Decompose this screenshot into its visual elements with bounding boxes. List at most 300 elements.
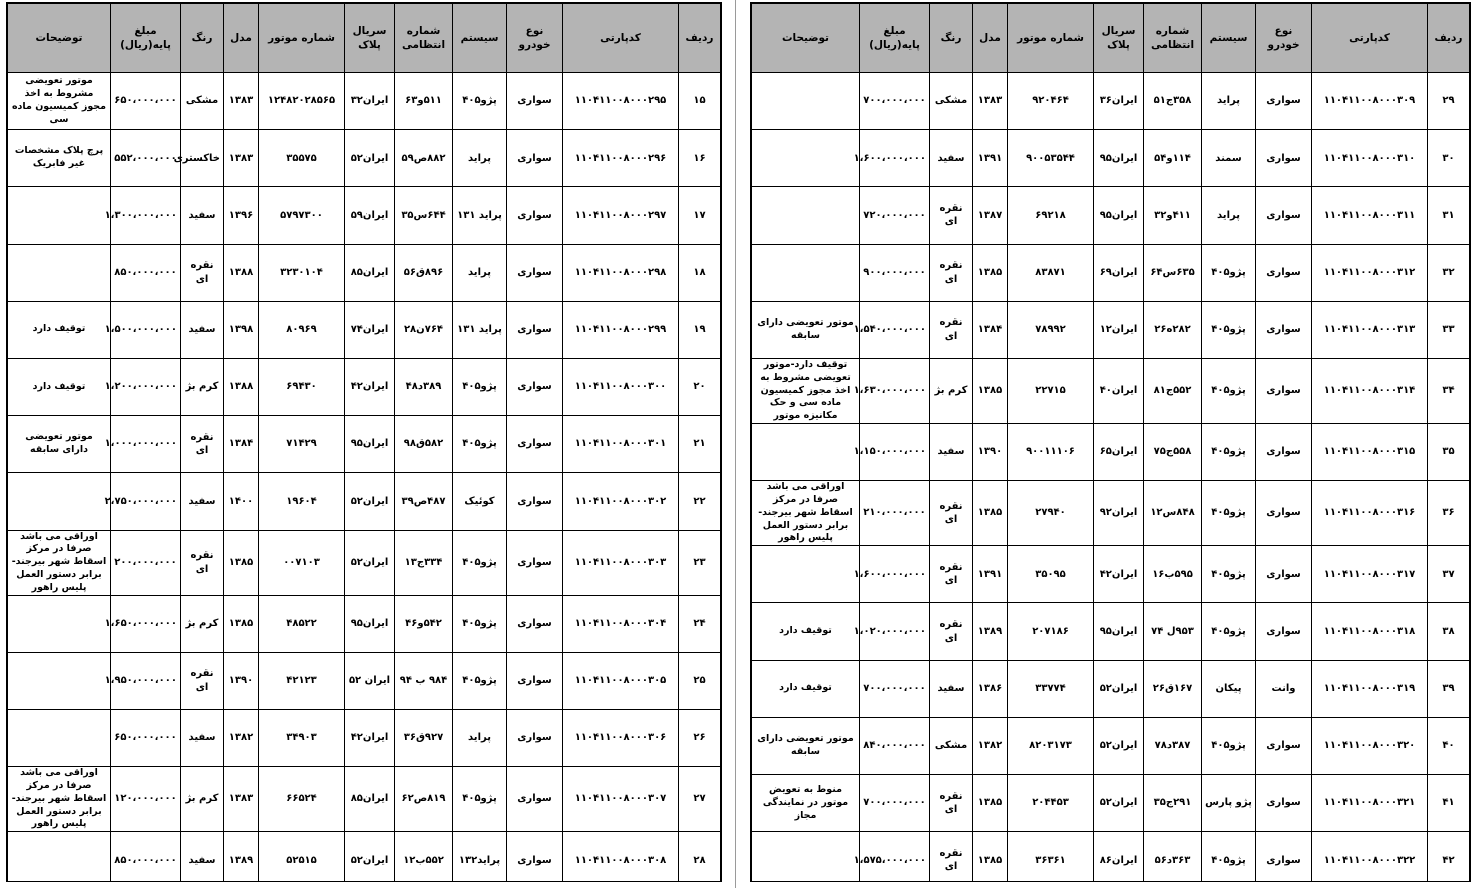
table-row: [8, 530, 721, 595]
row-number-cell: ۲۴: [679, 595, 721, 652]
system-cell: کوئیک: [453, 473, 507, 530]
model-year-cell: ۱۳۸۵: [973, 775, 1008, 832]
system-cell: پراید ۱۳۱: [453, 301, 507, 358]
plate-number-cell: ۲۸۲ه۲۶: [1144, 301, 1202, 358]
plate-serial-cell: ایران۸۵: [345, 244, 395, 301]
system-cell: پراید ۱۳۱: [453, 187, 507, 244]
notes-cell: [8, 595, 111, 652]
model-year-cell: ۱۳۸۳: [224, 73, 259, 130]
plate-serial-cell: ایران۴۲: [345, 709, 395, 766]
notes-cell: [8, 709, 111, 766]
plate-number-cell: ۵۱۱و۶۳: [395, 73, 453, 130]
base-price-cell: ۶۵۰،۰۰۰،۰۰۰: [111, 73, 181, 130]
header-base-price: مبلغ پایه(ریال): [111, 4, 181, 73]
table-row: [8, 595, 721, 652]
vehicle-table-right: [751, 3, 1470, 882]
header-model: مدل: [973, 4, 1008, 73]
row-number-cell: ۳۵: [1428, 424, 1470, 481]
system-cell: پژو۴۰۵: [453, 73, 507, 130]
table-row: [752, 187, 1470, 244]
system-cell: پژو۴۰۵: [1202, 424, 1256, 481]
engine-number-cell: ۳۵۵۷۵: [259, 130, 345, 187]
table-row: [8, 473, 721, 530]
system-cell: پژو۴۰۵: [1202, 603, 1256, 660]
party-code-cell: ۱۱۰۴۱۱۰۰۸۰۰۰۳۲۰: [1312, 717, 1428, 774]
plate-serial-cell: ایران۷۴: [345, 301, 395, 358]
table-row: [752, 73, 1470, 130]
party-code-cell: ۱۱۰۴۱۱۰۰۸۰۰۰۳۰۱: [563, 416, 679, 473]
party-code-cell: ۱۱۰۴۱۱۰۰۸۰۰۰۳۱۸: [1312, 603, 1428, 660]
vehicle-type-cell: سواری: [507, 73, 563, 130]
plate-serial-cell: ایران۹۵: [1094, 130, 1144, 187]
header-system: سیستم: [453, 4, 507, 73]
party-code-cell: ۱۱۰۴۱۱۰۰۸۰۰۰۳۰۸: [563, 832, 679, 882]
party-code-cell: ۱۱۰۴۱۱۰۰۸۰۰۰۲۹۷: [563, 187, 679, 244]
system-cell: پژو۴۰۵: [1202, 244, 1256, 301]
header-model: مدل: [224, 4, 259, 73]
system-cell: سمند: [1202, 130, 1256, 187]
system-cell: پژو۴۰۵: [1202, 358, 1256, 423]
system-cell: پیکان: [1202, 660, 1256, 717]
vehicle-type-cell: سواری: [507, 595, 563, 652]
table-row: [752, 424, 1470, 481]
plate-serial-cell: ایران۵۲: [1094, 775, 1144, 832]
plate-number-cell: ۹۸۴ ب ۹۴: [395, 652, 453, 709]
plate-number-cell: ۳۵۸ج۵۱: [1144, 73, 1202, 130]
engine-number-cell: ۸۳۸۷۱: [1008, 244, 1094, 301]
header-vehicle-type: نوع خودرو: [507, 4, 563, 73]
row-number-cell: ۴۰: [1428, 717, 1470, 774]
row-number-cell: ۲۸: [679, 832, 721, 882]
base-price-cell: ۱،۱۵۰،۰۰۰،۰۰۰: [860, 424, 930, 481]
vehicle-type-cell: سواری: [507, 709, 563, 766]
party-code-cell: ۱۱۰۴۱۱۰۰۸۰۰۰۳۰۷: [563, 767, 679, 832]
color-cell: نقره ای: [930, 603, 973, 660]
system-cell: پژو۴۰۵: [453, 652, 507, 709]
page-divider: [735, 0, 736, 888]
engine-number-cell: ۱۲۴۸۲۰۲۸۵۶۵: [259, 73, 345, 130]
plate-number-cell: ۹۲۷ق۳۶: [395, 709, 453, 766]
model-year-cell: ۱۳۸۹: [224, 832, 259, 882]
vehicle-type-cell: سواری: [1256, 187, 1312, 244]
vehicle-type-cell: سواری: [1256, 130, 1312, 187]
vehicle-type-cell: سواری: [507, 416, 563, 473]
engine-number-cell: ۶۶۵۲۴: [259, 767, 345, 832]
engine-number-cell: ۷۸۹۹۲: [1008, 301, 1094, 358]
notes-cell: منوط به تعویض موتور در نمایندگی مجاز: [752, 775, 860, 832]
row-number-cell: ۲۲: [679, 473, 721, 530]
row-number-cell: ۳۷: [1428, 546, 1470, 603]
system-cell: پژو۴۰۵: [453, 767, 507, 832]
row-number-cell: ۳۱: [1428, 187, 1470, 244]
model-year-cell: ۱۳۸۲: [973, 717, 1008, 774]
plate-serial-cell: ایران۳۲: [345, 73, 395, 130]
plate-serial-cell: ایران۵۲: [1094, 717, 1144, 774]
notes-cell: [752, 832, 860, 882]
party-code-cell: ۱۱۰۴۱۱۰۰۸۰۰۰۲۹۶: [563, 130, 679, 187]
header-plate-serial: سریال پلاک: [1094, 4, 1144, 73]
base-price-cell: ۲،۷۵۰،۰۰۰،۰۰۰: [111, 473, 181, 530]
color-cell: کرم بژ: [930, 358, 973, 423]
color-cell: مشکی: [930, 73, 973, 130]
plate-serial-cell: ایران ۵۲: [345, 652, 395, 709]
header-party-code: کدپارتی: [563, 4, 679, 73]
plate-serial-cell: ایران۹۵: [1094, 187, 1144, 244]
row-number-cell: ۱۷: [679, 187, 721, 244]
base-price-cell: ۷۰۰،۰۰۰،۰۰۰: [860, 660, 930, 717]
row-number-cell: ۲۹: [1428, 73, 1470, 130]
model-year-cell: ۱۳۸۵: [973, 244, 1008, 301]
model-year-cell: ۱۳۸۴: [224, 416, 259, 473]
vehicle-type-cell: سواری: [507, 530, 563, 595]
base-price-cell: ۹۰۰،۰۰۰،۰۰۰: [860, 244, 930, 301]
table-row: [8, 416, 721, 473]
engine-number-cell: ۶۹۲۱۸: [1008, 187, 1094, 244]
color-cell: مشکی: [181, 73, 224, 130]
system-cell: پژو۴۰۵: [453, 358, 507, 415]
engine-number-cell: ۹۲۰۴۶۴: [1008, 73, 1094, 130]
notes-cell: [752, 546, 860, 603]
engine-number-cell: ۲۰۷۱۸۶: [1008, 603, 1094, 660]
engine-number-cell: ۳۴۹۰۳: [259, 709, 345, 766]
color-cell: نقره ای: [930, 187, 973, 244]
model-year-cell: ۱۳۸۵: [224, 530, 259, 595]
base-price-cell: ۷۲۰،۰۰۰،۰۰۰: [860, 187, 930, 244]
table-row: [752, 481, 1470, 546]
party-code-cell: ۱۱۰۴۱۱۰۰۸۰۰۰۳۰۲: [563, 473, 679, 530]
color-cell: نقره ای: [930, 775, 973, 832]
plate-number-cell: ۳۸۷د۷۸: [1144, 717, 1202, 774]
vehicle-type-cell: سواری: [1256, 481, 1312, 546]
system-cell: پراید: [1202, 73, 1256, 130]
table-header-row: [752, 4, 1470, 73]
engine-number-cell: ۸۰۹۶۹: [259, 301, 345, 358]
plate-number-cell: ۱۶۷ق۲۶: [1144, 660, 1202, 717]
plate-number-cell: ۳۶۳د۵۶: [1144, 832, 1202, 882]
plate-serial-cell: ایران۸۶: [1094, 832, 1144, 882]
plate-number-cell: ۱۱۴و۵۴: [1144, 130, 1202, 187]
party-code-cell: ۱۱۰۴۱۱۰۰۸۰۰۰۳۱۶: [1312, 481, 1428, 546]
notes-cell: توقیف دارد-موتور تعویضی مشروط به اخذ مجوز کمیسیون ماده سی و حک مکانیزه موتور: [752, 358, 860, 423]
party-code-cell: ۱۱۰۴۱۱۰۰۸۰۰۰۳۱۰: [1312, 130, 1428, 187]
table-row: [752, 717, 1470, 774]
notes-cell: [8, 652, 111, 709]
vehicle-type-cell: سواری: [1256, 358, 1312, 423]
system-cell: پژو۴۰۵: [453, 595, 507, 652]
table-row: [8, 73, 721, 130]
plate-serial-cell: ایران۱۲: [1094, 301, 1144, 358]
notes-cell: موتور تعویضی دارای سابقه: [752, 717, 860, 774]
party-code-cell: ۱۱۰۴۱۱۰۰۸۰۰۰۳۰۳: [563, 530, 679, 595]
plate-serial-cell: ایران۹۵: [345, 416, 395, 473]
header-notes: توضیحات: [8, 4, 111, 73]
plate-serial-cell: ایران۴۲: [345, 358, 395, 415]
engine-number-cell: ۳۲۳۰۱۰۴: [259, 244, 345, 301]
header-vehicle-type: نوع خودرو: [1256, 4, 1312, 73]
engine-number-cell: ۲۷۹۴۰: [1008, 481, 1094, 546]
notes-cell: اوراقی می باشد صرفا در مرکز اسقاط شهر بیرجند-برابر دستور العمل پلیس راهور: [8, 767, 111, 832]
base-price-cell: ۵۵۲،۰۰۰،۰۰۰: [111, 130, 181, 187]
header-plate-number: شماره انتظامی: [395, 4, 453, 73]
engine-number-cell: ۶۹۴۳۰: [259, 358, 345, 415]
color-cell: کرم بژ: [181, 767, 224, 832]
color-cell: سفید: [181, 709, 224, 766]
plate-number-cell: ۵۸۲ق۹۸: [395, 416, 453, 473]
color-cell: خاکستری: [181, 130, 224, 187]
base-price-cell: ۱،۲۰۰،۰۰۰،۰۰۰: [111, 358, 181, 415]
plate-serial-cell: ایران۹۲: [1094, 481, 1144, 546]
table-row: [8, 244, 721, 301]
system-cell: پژو۴۰۵: [1202, 301, 1256, 358]
plate-serial-cell: ایران۶۵: [1094, 424, 1144, 481]
vehicle-type-cell: سواری: [1256, 775, 1312, 832]
right-page: [750, 2, 1471, 882]
plate-serial-cell: ایران۵۹: [345, 187, 395, 244]
party-code-cell: ۱۱۰۴۱۱۰۰۸۰۰۰۳۲۲: [1312, 832, 1428, 882]
engine-number-cell: ۴۲۱۲۳: [259, 652, 345, 709]
plate-number-cell: ۵۵۲ب۱۲: [395, 832, 453, 882]
header-plate-number: شماره انتظامی: [1144, 4, 1202, 73]
engine-number-cell: ۸۲۰۳۱۷۳: [1008, 717, 1094, 774]
notes-cell: [752, 130, 860, 187]
row-number-cell: ۳۶: [1428, 481, 1470, 546]
engine-number-cell: ۹۰۰۱۱۱۰۶: [1008, 424, 1094, 481]
row-number-cell: ۲۳: [679, 530, 721, 595]
vehicle-table-left: [7, 3, 721, 882]
vehicle-type-cell: سواری: [1256, 424, 1312, 481]
header-engine-number: شماره موتور: [259, 4, 345, 73]
plate-serial-cell: ایران۵۲: [1094, 660, 1144, 717]
engine-number-cell: ۰۰۷۱۰۳: [259, 530, 345, 595]
system-cell: پراید۱۳۲: [453, 832, 507, 882]
color-cell: نقره ای: [181, 530, 224, 595]
table-header-row: [8, 4, 721, 73]
header-plate-serial: سریال پلاک: [345, 4, 395, 73]
vehicle-type-cell: سواری: [507, 130, 563, 187]
system-cell: پراید: [453, 244, 507, 301]
notes-cell: اوراقی می باشد صرفا در مرکز اسقاط شهر بیرجند-برابر دستور العمل پلیس راهور: [752, 481, 860, 546]
engine-number-cell: ۵۲۵۱۵: [259, 832, 345, 882]
plate-serial-cell: ایران۴۲: [1094, 546, 1144, 603]
row-number-cell: ۳۳: [1428, 301, 1470, 358]
row-number-cell: ۱۸: [679, 244, 721, 301]
party-code-cell: ۱۱۰۴۱۱۰۰۸۰۰۰۳۰۴: [563, 595, 679, 652]
party-code-cell: ۱۱۰۴۱۱۰۰۸۰۰۰۳۱۴: [1312, 358, 1428, 423]
color-cell: سفید: [181, 832, 224, 882]
notes-cell: پرچ پلاک مشخصات غیر فابریک: [8, 130, 111, 187]
system-cell: پژو پارس: [1202, 775, 1256, 832]
vehicle-type-cell: سواری: [1256, 832, 1312, 882]
vehicle-type-cell: سواری: [1256, 73, 1312, 130]
base-price-cell: ۱،۵۴۰،۰۰۰،۰۰۰: [860, 301, 930, 358]
table-row: [8, 358, 721, 415]
color-cell: سفید: [181, 473, 224, 530]
party-code-cell: ۱۱۰۴۱۱۰۰۸۰۰۰۳۱۹: [1312, 660, 1428, 717]
model-year-cell: ۱۳۸۵: [224, 595, 259, 652]
notes-cell: موتور تعویضی مشروط به اخذ مجوز کمیسیون ماده سی: [8, 73, 111, 130]
vehicle-type-cell: سواری: [507, 187, 563, 244]
vehicle-type-cell: سواری: [1256, 546, 1312, 603]
plate-serial-cell: ایران۶۹: [1094, 244, 1144, 301]
notes-cell: [8, 832, 111, 882]
notes-cell: [8, 473, 111, 530]
model-year-cell: ۱۳۹۰: [224, 652, 259, 709]
color-cell: نقره ای: [930, 244, 973, 301]
base-price-cell: ۸۵۰،۰۰۰،۰۰۰: [111, 244, 181, 301]
row-number-cell: ۳۰: [1428, 130, 1470, 187]
header-color: رنگ: [181, 4, 224, 73]
model-year-cell: ۱۳۸۵: [973, 358, 1008, 423]
color-cell: سفید: [930, 660, 973, 717]
table-row: [752, 130, 1470, 187]
base-price-cell: ۱،۰۰۰،۰۰۰،۰۰۰: [111, 416, 181, 473]
plate-serial-cell: ایران۳۶: [1094, 73, 1144, 130]
vehicle-type-cell: سواری: [507, 473, 563, 530]
header-party-code: کدپارتی: [1312, 4, 1428, 73]
base-price-cell: ۲۰۰،۰۰۰،۰۰۰: [111, 530, 181, 595]
color-cell: نقره ای: [930, 301, 973, 358]
table-row: [752, 546, 1470, 603]
system-cell: پژو۴۰۵: [1202, 546, 1256, 603]
engine-number-cell: ۱۹۶۰۴: [259, 473, 345, 530]
model-year-cell: ۱۳۸۸: [224, 358, 259, 415]
row-number-cell: ۳۴: [1428, 358, 1470, 423]
color-cell: مشکی: [930, 717, 973, 774]
vehicle-type-cell: سواری: [507, 301, 563, 358]
model-year-cell: ۱۳۸۹: [973, 603, 1008, 660]
vehicle-type-cell: سواری: [1256, 244, 1312, 301]
table-row: [8, 709, 721, 766]
base-price-cell: ۱،۵۰۰،۰۰۰،۰۰۰: [111, 301, 181, 358]
model-year-cell: ۱۳۸۵: [973, 832, 1008, 882]
plate-number-cell: ۹۵۳ل ۷۴: [1144, 603, 1202, 660]
base-price-cell: ۸۴۰،۰۰۰،۰۰۰: [860, 717, 930, 774]
vehicle-type-cell: سواری: [507, 767, 563, 832]
row-number-cell: ۳۸: [1428, 603, 1470, 660]
base-price-cell: ۱،۹۵۰،۰۰۰،۰۰۰: [111, 652, 181, 709]
base-price-cell: ۱،۶۵۰،۰۰۰،۰۰۰: [111, 595, 181, 652]
engine-number-cell: ۲۰۴۴۵۳: [1008, 775, 1094, 832]
plate-number-cell: ۲۹۱ج۳۵: [1144, 775, 1202, 832]
notes-cell: موتور تعویضی دارای سابقه: [8, 416, 111, 473]
vehicle-type-cell: سواری: [507, 832, 563, 882]
plate-number-cell: ۸۱۹ص۶۲: [395, 767, 453, 832]
notes-cell: [752, 187, 860, 244]
notes-cell: [752, 424, 860, 481]
system-cell: پراید: [453, 709, 507, 766]
color-cell: سفید: [181, 301, 224, 358]
model-year-cell: ۱۳۸۴: [973, 301, 1008, 358]
system-cell: پژو۴۰۵: [453, 416, 507, 473]
engine-number-cell: ۴۸۵۲۲: [259, 595, 345, 652]
party-code-cell: ۱۱۰۴۱۱۰۰۸۰۰۰۳۰۰: [563, 358, 679, 415]
table-row: [752, 832, 1470, 882]
plate-number-cell: ۵۵۲ج۸۱: [1144, 358, 1202, 423]
color-cell: نقره ای: [181, 416, 224, 473]
engine-number-cell: ۵۷۹۷۳۰۰: [259, 187, 345, 244]
plate-number-cell: ۷۶۴ن۲۸: [395, 301, 453, 358]
plate-serial-cell: ایران۹۵: [345, 595, 395, 652]
plate-serial-cell: ایران۴۰: [1094, 358, 1144, 423]
model-year-cell: ۱۳۹۸: [224, 301, 259, 358]
header-row-number: ردیف: [679, 4, 721, 73]
table-row: [8, 301, 721, 358]
plate-number-cell: ۴۸۷ص۳۹: [395, 473, 453, 530]
table-row: [752, 603, 1470, 660]
plate-number-cell: ۳۸۹د۴۸: [395, 358, 453, 415]
header-color: رنگ: [930, 4, 973, 73]
engine-number-cell: ۲۲۷۱۵: [1008, 358, 1094, 423]
vehicle-type-cell: سواری: [1256, 603, 1312, 660]
base-price-cell: ۱،۶۰۰،۰۰۰،۰۰۰: [860, 546, 930, 603]
model-year-cell: ۱۳۸۸: [224, 244, 259, 301]
plate-number-cell: ۸۴۸س۱۲: [1144, 481, 1202, 546]
party-code-cell: ۱۱۰۴۱۱۰۰۸۰۰۰۲۹۵: [563, 73, 679, 130]
base-price-cell: ۱،۰۲۰،۰۰۰،۰۰۰: [860, 603, 930, 660]
vehicle-type-cell: سواری: [507, 244, 563, 301]
plate-number-cell: ۳۳۴ج۱۳: [395, 530, 453, 595]
notes-cell: [752, 73, 860, 130]
notes-cell: توقیف دارد: [752, 660, 860, 717]
row-number-cell: ۱۶: [679, 130, 721, 187]
row-number-cell: ۱۹: [679, 301, 721, 358]
model-year-cell: ۱۴۰۰: [224, 473, 259, 530]
table-row: [752, 244, 1470, 301]
base-price-cell: ۱،۳۰۰،۰۰۰،۰۰۰: [111, 187, 181, 244]
color-cell: کرم بژ: [181, 358, 224, 415]
header-engine-number: شماره موتور: [1008, 4, 1094, 73]
party-code-cell: ۱۱۰۴۱۱۰۰۸۰۰۰۳۰۵: [563, 652, 679, 709]
table-row: [752, 301, 1470, 358]
plate-number-cell: ۶۳۵س۶۴: [1144, 244, 1202, 301]
model-year-cell: ۱۳۸۳: [224, 767, 259, 832]
row-number-cell: ۴۲: [1428, 832, 1470, 882]
color-cell: سفید: [930, 130, 973, 187]
system-cell: پژو۴۰۵: [1202, 832, 1256, 882]
system-cell: پراید: [453, 130, 507, 187]
notes-cell: موتور تعویضی دارای سابقه: [752, 301, 860, 358]
color-cell: نقره ای: [181, 652, 224, 709]
color-cell: نقره ای: [181, 244, 224, 301]
model-year-cell: ۱۳۹۱: [973, 546, 1008, 603]
party-code-cell: ۱۱۰۴۱۱۰۰۸۰۰۰۳۱۵: [1312, 424, 1428, 481]
party-code-cell: ۱۱۰۴۱۱۰۰۸۰۰۰۳۲۱: [1312, 775, 1428, 832]
row-number-cell: ۲۰: [679, 358, 721, 415]
party-code-cell: ۱۱۰۴۱۱۰۰۸۰۰۰۲۹۸: [563, 244, 679, 301]
system-cell: پژو۴۰۵: [1202, 481, 1256, 546]
system-cell: پژو۴۰۵: [453, 530, 507, 595]
notes-cell: توقیف دارد: [8, 358, 111, 415]
plate-serial-cell: ایران۵۲: [345, 473, 395, 530]
base-price-cell: ۱،۵۷۵،۰۰۰،۰۰۰: [860, 832, 930, 882]
base-price-cell: ۸۵۰،۰۰۰،۰۰۰: [111, 832, 181, 882]
model-year-cell: ۱۳۹۱: [973, 130, 1008, 187]
party-code-cell: ۱۱۰۴۱۱۰۰۸۰۰۰۳۱۲: [1312, 244, 1428, 301]
notes-cell: [8, 244, 111, 301]
plate-number-cell: ۴۱۱و۳۲: [1144, 187, 1202, 244]
system-cell: پژو۴۰۵: [1202, 717, 1256, 774]
engine-number-cell: ۹۰۰۵۳۵۴۴: [1008, 130, 1094, 187]
table-row: [752, 660, 1470, 717]
header-notes: توضیحات: [752, 4, 860, 73]
color-cell: نقره ای: [930, 832, 973, 882]
row-number-cell: ۴۱: [1428, 775, 1470, 832]
color-cell: سفید: [181, 187, 224, 244]
vehicle-type-cell: سواری: [1256, 717, 1312, 774]
base-price-cell: ۷۰۰،۰۰۰،۰۰۰: [860, 73, 930, 130]
plate-number-cell: ۸۸۲ص۵۹: [395, 130, 453, 187]
left-page: [6, 2, 722, 882]
